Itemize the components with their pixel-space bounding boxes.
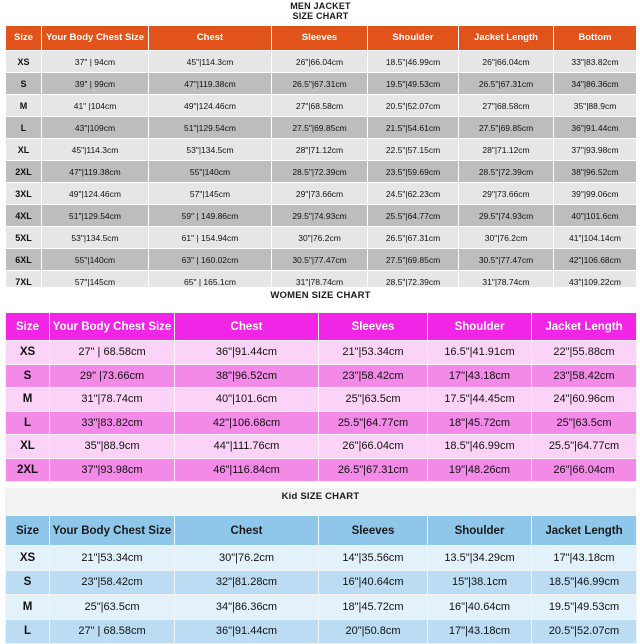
men-cell-sleeves: 27.5"|69.85cm bbox=[272, 117, 368, 139]
men-cell-bottom: 40"|101.6cm bbox=[554, 205, 637, 227]
women-header-shoulder: Shoulder bbox=[428, 313, 532, 341]
women-cell-shoulder: 17"|43.18cm bbox=[428, 364, 532, 388]
men-cell-chest: 57"|145cm bbox=[149, 183, 272, 205]
men-table-row bbox=[6, 117, 637, 139]
kid-header-shoulder: Shoulder bbox=[428, 516, 532, 546]
kid-cell-shoulder: 17"|43.18cm bbox=[428, 619, 532, 644]
men-cell-size: 4XL bbox=[6, 205, 42, 227]
women-cell-chest: 44"|111.76cm bbox=[175, 435, 319, 459]
women-header-row bbox=[6, 313, 637, 341]
men-cell-bottom: 35"|88.9cm bbox=[554, 95, 637, 117]
women-size-table bbox=[5, 312, 637, 482]
men-cell-sleeves: 26"|66.04cm bbox=[272, 51, 368, 73]
kid-cell-size: XS bbox=[6, 546, 50, 571]
men-cell-size: 2XL bbox=[6, 161, 42, 183]
women-cell-jacket-length: 25.5"|64.77cm bbox=[532, 435, 637, 459]
women-cell-size: L bbox=[6, 411, 50, 435]
women-cell-your-body-chest-size: 31"|78.74cm bbox=[50, 388, 175, 412]
women-cell-size: 2XL bbox=[6, 458, 50, 482]
men-cell-shoulder: 18.5"|46.99cm bbox=[368, 51, 459, 73]
men-header-row bbox=[6, 26, 637, 51]
women-cell-sleeves: 25.5"|64.77cm bbox=[319, 411, 428, 435]
men-cell-jacket-length: 31"|78.74cm bbox=[459, 271, 554, 293]
men-cell-bottom: 39"|99.06cm bbox=[554, 183, 637, 205]
women-cell-your-body-chest-size: 27" | 68.58cm bbox=[50, 341, 175, 365]
kid-header-sleeves: Sleeves bbox=[319, 516, 428, 546]
men-cell-shoulder: 23.5"|59.69cm bbox=[368, 161, 459, 183]
men-cell-jacket-length: 29.5"|74.93cm bbox=[459, 205, 554, 227]
women-cell-jacket-length: 23"|58.42cm bbox=[532, 364, 637, 388]
men-cell-chest: 53"|134.5cm bbox=[149, 139, 272, 161]
men-cell-your-body-chest-size: 39" | 99cm bbox=[42, 73, 149, 95]
men-cell-bottom: 37"|93.98cm bbox=[554, 139, 637, 161]
men-header-jacket-length: Jacket Length bbox=[459, 26, 554, 51]
men-size-table bbox=[5, 25, 637, 293]
kid-cell-shoulder: 16"|40.64cm bbox=[428, 595, 532, 620]
men-header-your-body-chest-size: Your Body Chest Size bbox=[42, 26, 149, 51]
men-cell-jacket-length: 30"|76.2cm bbox=[459, 227, 554, 249]
men-cell-size: 7XL bbox=[6, 271, 42, 293]
women-cell-size: XL bbox=[6, 435, 50, 459]
men-table-row bbox=[6, 183, 637, 205]
men-cell-chest: 61" | 154.94cm bbox=[149, 227, 272, 249]
women-header-chest: Chest bbox=[175, 313, 319, 341]
men-cell-jacket-length: 29"|73.66cm bbox=[459, 183, 554, 205]
women-table-row bbox=[6, 364, 637, 388]
men-title-line2: SIZE CHART bbox=[292, 11, 349, 21]
women-cell-chest: 36"|91.44cm bbox=[175, 341, 319, 365]
men-cell-bottom: 34"|86.36cm bbox=[554, 73, 637, 95]
women-cell-jacket-length: 25"|63.5cm bbox=[532, 411, 637, 435]
men-cell-jacket-length: 28.5"|72.39cm bbox=[459, 161, 554, 183]
women-cell-sleeves: 21"|53.34cm bbox=[319, 341, 428, 365]
men-cell-bottom: 38"|96.52cm bbox=[554, 161, 637, 183]
men-cell-bottom: 33"|83.82cm bbox=[554, 51, 637, 73]
men-cell-shoulder: 21.5"|54.61cm bbox=[368, 117, 459, 139]
kid-header-row bbox=[6, 516, 637, 546]
kid-header-chest: Chest bbox=[175, 516, 319, 546]
women-table-row bbox=[6, 411, 637, 435]
men-cell-chest: 51"|129.54cm bbox=[149, 117, 272, 139]
men-header-shoulder: Shoulder bbox=[368, 26, 459, 51]
women-cell-sleeves: 23"|58.42cm bbox=[319, 364, 428, 388]
women-cell-sleeves: 26.5"|67.31cm bbox=[319, 458, 428, 482]
kid-header-jacket-length: Jacket Length bbox=[532, 516, 637, 546]
men-table-row bbox=[6, 73, 637, 95]
men-cell-your-body-chest-size: 47"|119.38cm bbox=[42, 161, 149, 183]
women-cell-size: S bbox=[6, 364, 50, 388]
women-cell-shoulder: 16.5"|41.91cm bbox=[428, 341, 532, 365]
men-table-row bbox=[6, 51, 637, 73]
women-table-row bbox=[6, 458, 637, 482]
men-header-sleeves: Sleeves bbox=[272, 26, 368, 51]
men-cell-shoulder: 26.5"|67.31cm bbox=[368, 227, 459, 249]
women-header-size: Size bbox=[6, 313, 50, 341]
kid-cell-shoulder: 13.5"|34.29cm bbox=[428, 546, 532, 571]
men-cell-sleeves: 28.5"|72.39cm bbox=[272, 161, 368, 183]
men-cell-sleeves: 29"|73.66cm bbox=[272, 183, 368, 205]
men-cell-shoulder: 20.5"|52.07cm bbox=[368, 95, 459, 117]
men-cell-size: 5XL bbox=[6, 227, 42, 249]
men-cell-jacket-length: 27"|68.58cm bbox=[459, 95, 554, 117]
men-cell-size: 6XL bbox=[6, 249, 42, 271]
women-chart-title: WOMEN SIZE CHART bbox=[5, 287, 636, 312]
women-cell-your-body-chest-size: 35"|88.9cm bbox=[50, 435, 175, 459]
men-table-row bbox=[6, 227, 637, 249]
men-header-bottom: Bottom bbox=[554, 26, 637, 51]
kid-cell-jacket-length: 19.5"|49.53cm bbox=[532, 595, 637, 620]
men-cell-your-body-chest-size: 49"|124.46cm bbox=[42, 183, 149, 205]
men-cell-your-body-chest-size: 55"|140cm bbox=[42, 249, 149, 271]
kid-table-row bbox=[6, 570, 637, 595]
men-cell-your-body-chest-size: 53"|134.5cm bbox=[42, 227, 149, 249]
women-cell-chest: 42"|106.68cm bbox=[175, 411, 319, 435]
men-cell-your-body-chest-size: 51"|129.54cm bbox=[42, 205, 149, 227]
kid-cell-chest: 34"|86.36cm bbox=[175, 595, 319, 620]
men-cell-shoulder: 25.5"|64.77cm bbox=[368, 205, 459, 227]
men-cell-size: M bbox=[6, 95, 42, 117]
women-table-row bbox=[6, 435, 637, 459]
men-cell-chest: 47"|119.38cm bbox=[149, 73, 272, 95]
women-table-row bbox=[6, 341, 637, 365]
men-cell-size: XL bbox=[6, 139, 42, 161]
kid-cell-chest: 36"|91.44cm bbox=[175, 619, 319, 644]
kid-cell-sleeves: 14"|35.56cm bbox=[319, 546, 428, 571]
men-cell-shoulder: 28.5"|72.39cm bbox=[368, 271, 459, 293]
men-cell-bottom: 42"|106.68cm bbox=[554, 249, 637, 271]
kid-cell-size: L bbox=[6, 619, 50, 644]
men-cell-chest: 49"|124.46cm bbox=[149, 95, 272, 117]
women-cell-shoulder: 19"|48.26cm bbox=[428, 458, 532, 482]
kid-cell-sleeves: 16"|40.64cm bbox=[319, 570, 428, 595]
women-cell-size: M bbox=[6, 388, 50, 412]
kid-cell-your-body-chest-size: 27" | 68.58cm bbox=[50, 619, 175, 644]
women-cell-shoulder: 18.5"|46.99cm bbox=[428, 435, 532, 459]
men-cell-chest: 59" | 149.86cm bbox=[149, 205, 272, 227]
kid-cell-chest: 30"|76.2cm bbox=[175, 546, 319, 571]
men-cell-jacket-length: 26.5"|67.31cm bbox=[459, 73, 554, 95]
men-table-row bbox=[6, 205, 637, 227]
women-cell-your-body-chest-size: 33"|83.82cm bbox=[50, 411, 175, 435]
men-cell-your-body-chest-size: 43"|109cm bbox=[42, 117, 149, 139]
men-cell-chest: 45"|114.3cm bbox=[149, 51, 272, 73]
kid-header-size: Size bbox=[6, 516, 50, 546]
men-cell-size: L bbox=[6, 117, 42, 139]
kid-size-chart bbox=[5, 488, 636, 644]
kid-chart-title: Kid SIZE CHART bbox=[5, 488, 636, 515]
women-cell-your-body-chest-size: 37"|93.98cm bbox=[50, 458, 175, 482]
men-cell-chest: 55"|140cm bbox=[149, 161, 272, 183]
men-header-size: Size bbox=[6, 26, 42, 51]
kid-cell-your-body-chest-size: 23"|58.42cm bbox=[50, 570, 175, 595]
women-cell-shoulder: 18"|45.72cm bbox=[428, 411, 532, 435]
men-cell-shoulder: 27.5"|69.85cm bbox=[368, 249, 459, 271]
kid-cell-size: S bbox=[6, 570, 50, 595]
kid-cell-sleeves: 18"|45.72cm bbox=[319, 595, 428, 620]
men-table-row bbox=[6, 249, 637, 271]
women-cell-chest: 40"|101.6cm bbox=[175, 388, 319, 412]
men-cell-your-body-chest-size: 37" | 94cm bbox=[42, 51, 149, 73]
kid-header-your-body-chest-size: Your Body Chest Size bbox=[50, 516, 175, 546]
men-cell-chest: 65" | 165.1cm bbox=[149, 271, 272, 293]
men-cell-bottom: 41"|104.14cm bbox=[554, 227, 637, 249]
women-cell-jacket-length: 22"|55.88cm bbox=[532, 341, 637, 365]
kid-table-row bbox=[6, 546, 637, 571]
men-cell-size: S bbox=[6, 73, 42, 95]
kid-cell-your-body-chest-size: 21"|53.34cm bbox=[50, 546, 175, 571]
men-header-chest: Chest bbox=[149, 26, 272, 51]
kid-cell-jacket-length: 17"|43.18cm bbox=[532, 546, 637, 571]
kid-cell-jacket-length: 18.5"|46.99cm bbox=[532, 570, 637, 595]
kid-cell-jacket-length: 20.5"|52.07cm bbox=[532, 619, 637, 644]
men-cell-bottom: 43"|109.22cm bbox=[554, 271, 637, 293]
men-size-chart bbox=[5, 0, 636, 293]
men-title-line1: MEN JACKET bbox=[290, 1, 351, 11]
men-cell-your-body-chest-size: 57"|145cm bbox=[42, 271, 149, 293]
kid-cell-your-body-chest-size: 25"|63.5cm bbox=[50, 595, 175, 620]
women-header-sleeves: Sleeves bbox=[319, 313, 428, 341]
men-cell-your-body-chest-size: 45"|114.3cm bbox=[42, 139, 149, 161]
kid-cell-size: M bbox=[6, 595, 50, 620]
kid-cell-sleeves: 20"|50.8cm bbox=[319, 619, 428, 644]
men-cell-sleeves: 27"|68.58cm bbox=[272, 95, 368, 117]
women-cell-your-body-chest-size: 29" |73.66cm bbox=[50, 364, 175, 388]
women-cell-jacket-length: 26"|66.04cm bbox=[532, 458, 637, 482]
kid-table-row bbox=[6, 595, 637, 620]
kid-size-table bbox=[5, 515, 637, 644]
men-cell-shoulder: 22.5"|57.15cm bbox=[368, 139, 459, 161]
women-header-your-body-chest-size: Your Body Chest Size bbox=[50, 313, 175, 341]
women-cell-jacket-length: 24"|60.96cm bbox=[532, 388, 637, 412]
women-cell-sleeves: 25"|63.5cm bbox=[319, 388, 428, 412]
women-cell-chest: 38"|96.52cm bbox=[175, 364, 319, 388]
men-cell-shoulder: 24.5"|62.23cm bbox=[368, 183, 459, 205]
women-cell-shoulder: 17.5"|44.45cm bbox=[428, 388, 532, 412]
men-cell-jacket-length: 30.5"|77.47cm bbox=[459, 249, 554, 271]
men-cell-sleeves: 31"|78.74cm bbox=[272, 271, 368, 293]
men-cell-size: 3XL bbox=[6, 183, 42, 205]
women-table-row bbox=[6, 388, 637, 412]
women-cell-sleeves: 26"|66.04cm bbox=[319, 435, 428, 459]
men-table-row bbox=[6, 139, 637, 161]
men-cell-sleeves: 30.5"|77.47cm bbox=[272, 249, 368, 271]
women-cell-size: XS bbox=[6, 341, 50, 365]
women-size-chart bbox=[5, 287, 636, 482]
men-cell-sleeves: 28"|71.12cm bbox=[272, 139, 368, 161]
men-table-row bbox=[6, 95, 637, 117]
kid-cell-chest: 32"|81.28cm bbox=[175, 570, 319, 595]
women-header-jacket-length: Jacket Length bbox=[532, 313, 637, 341]
men-cell-chest: 63" | 160.02cm bbox=[149, 249, 272, 271]
men-cell-your-body-chest-size: 41" |104cm bbox=[42, 95, 149, 117]
men-cell-shoulder: 19.5"|49.53cm bbox=[368, 73, 459, 95]
men-cell-sleeves: 30"|76.2cm bbox=[272, 227, 368, 249]
men-cell-sleeves: 26.5"|67.31cm bbox=[272, 73, 368, 95]
kid-cell-shoulder: 15"|38.1cm bbox=[428, 570, 532, 595]
women-cell-chest: 46"|116.84cm bbox=[175, 458, 319, 482]
men-cell-sleeves: 29.5"|74.93cm bbox=[272, 205, 368, 227]
men-cell-bottom: 36"|91.44cm bbox=[554, 117, 637, 139]
men-cell-jacket-length: 28"|71.12cm bbox=[459, 139, 554, 161]
men-table-row bbox=[6, 161, 637, 183]
men-cell-size: XS bbox=[6, 51, 42, 73]
men-cell-jacket-length: 27.5"|69.85cm bbox=[459, 117, 554, 139]
men-cell-jacket-length: 26"|66.04cm bbox=[459, 51, 554, 73]
men-chart-title bbox=[5, 0, 636, 25]
